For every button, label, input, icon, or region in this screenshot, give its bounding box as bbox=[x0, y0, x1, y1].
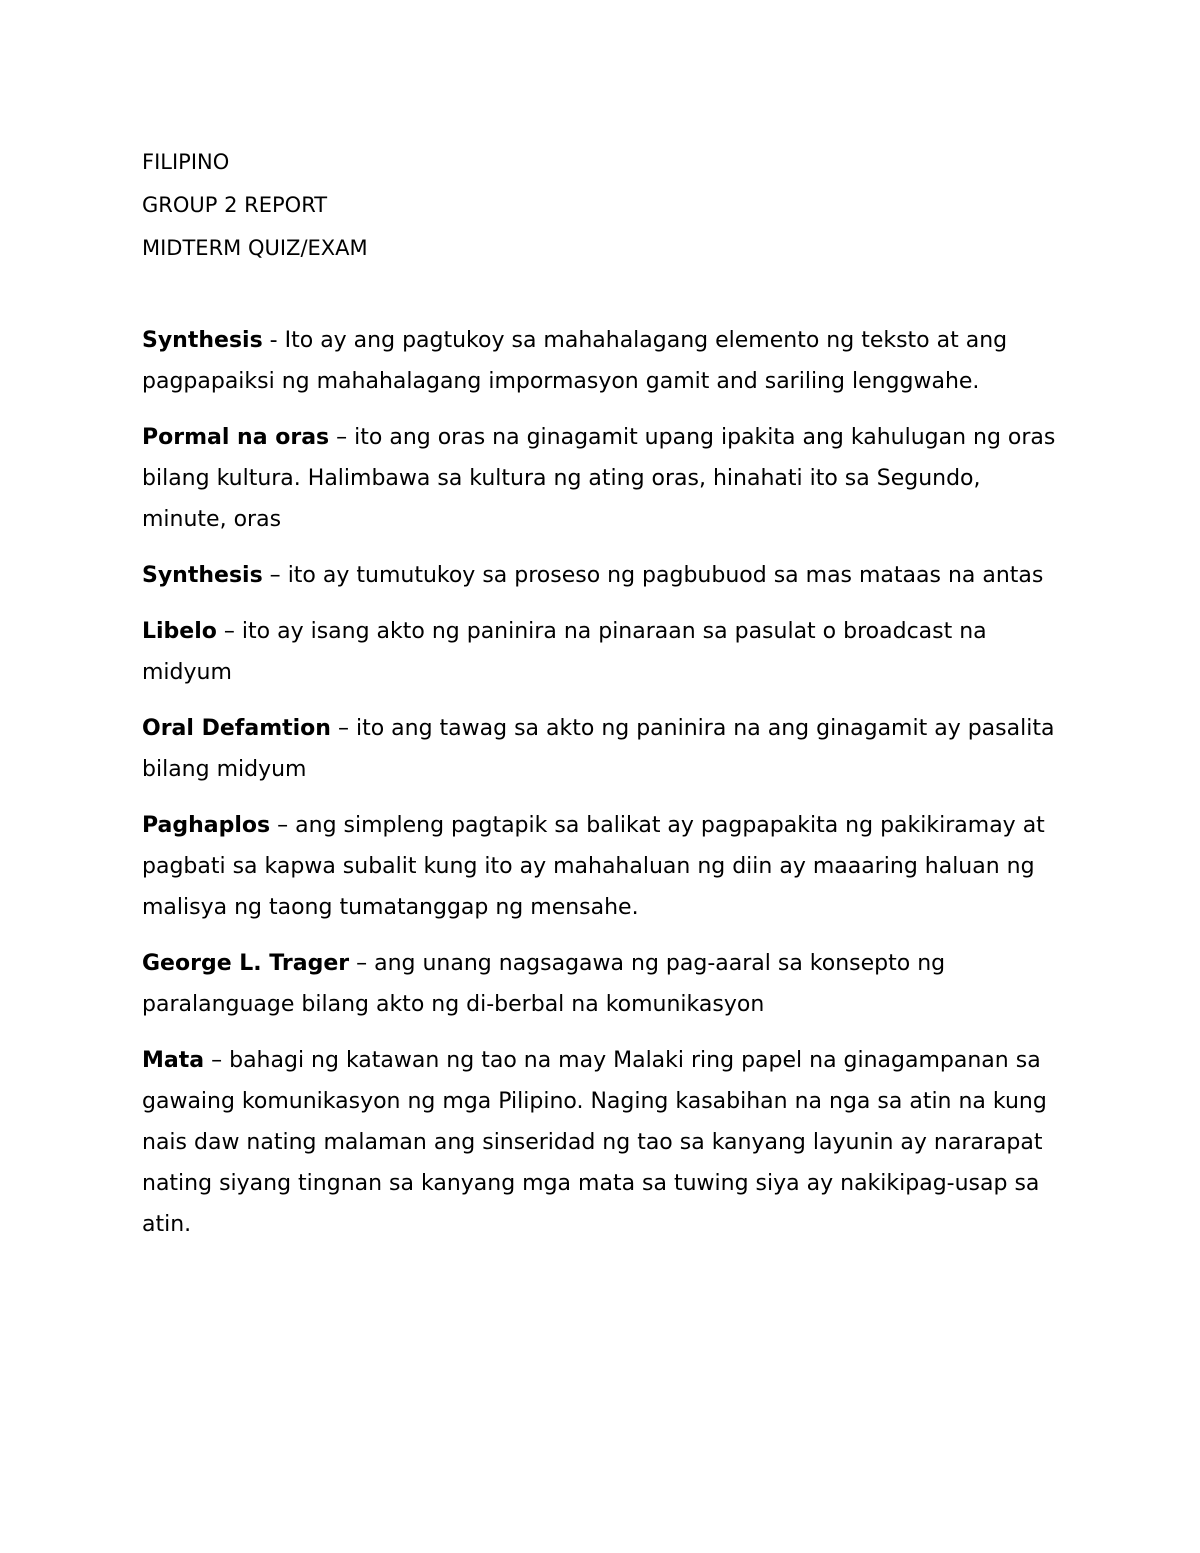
definition-separator: - bbox=[262, 328, 285, 353]
definition-text: ito ang tawag sa akto ng paninira na ang ginagamit ay pasalita bilang midyum bbox=[142, 716, 1055, 782]
definition-term: Pormal na oras bbox=[142, 425, 330, 450]
exam-heading: MIDTERM QUIZ/EXAM bbox=[142, 236, 368, 260]
definition-text: ang unang nagsagawa ng pag-aaral sa konsepto ng paralanguage bilang akto ng di-berbal na komunikasyon bbox=[142, 951, 946, 1017]
definition-separator: – bbox=[216, 619, 242, 644]
definition-text: ito ay isang akto ng paninira na pinaraan sa pasulat o broadcast na midyum bbox=[142, 619, 987, 685]
definition-entry bbox=[142, 943, 1062, 1025]
definition-list bbox=[142, 320, 1062, 1260]
definition-separator: – bbox=[270, 813, 296, 838]
definition-entry bbox=[142, 805, 1062, 928]
definition-separator: – bbox=[329, 425, 355, 450]
definition-term: Mata bbox=[142, 1048, 205, 1073]
definition-separator: – bbox=[330, 716, 356, 741]
definition-text: Ito ay ang pagtukoy sa mahahalagang elemento ng teksto at ang pagpapaiksi ng mahahalagang impormasyon gamit and sariling lenggwahe. bbox=[142, 328, 1008, 394]
group-heading: GROUP 2 REPORT bbox=[142, 193, 328, 217]
subject-heading: FILIPINO bbox=[142, 150, 230, 174]
definition-entry bbox=[142, 555, 1062, 596]
document-header bbox=[142, 141, 1062, 270]
definition-separator: – bbox=[349, 951, 375, 976]
definition-term: Oral Defamtion bbox=[142, 716, 331, 741]
definition-term: Synthesis bbox=[142, 563, 263, 588]
definition-term: Synthesis bbox=[142, 328, 263, 353]
definition-entry bbox=[142, 417, 1062, 540]
definition-entry bbox=[142, 1040, 1062, 1245]
definition-entry bbox=[142, 611, 1062, 693]
definition-entry bbox=[142, 320, 1062, 402]
definition-text: ito ay tumutukoy sa proseso ng pagbubuod sa mas mataas na antas bbox=[287, 563, 1044, 588]
definition-separator: – bbox=[204, 1048, 230, 1073]
definition-text: ito ang oras na ginagamit upang ipakita ang kahulugan ng oras bilang kultura. Halimbawa sa kultura ng ating oras, hinahati ito sa Segundo, minute, oras bbox=[142, 425, 1056, 532]
definition-entry bbox=[142, 708, 1062, 790]
definition-text: bahagi ng katawan ng tao na may Malaki ring papel na ginagampanan sa gawaing komunikasyon ng mga Pilipino. Naging kasabihan na nga sa atin na kung nais daw nating malaman ang sinseridad ng tao sa kanyang layunin ay nararapat nating siyang tingnan sa kanyang mga mata sa tuwing siya ay nakikipag-usap sa atin. bbox=[142, 1048, 1047, 1237]
definition-separator: – bbox=[262, 563, 288, 588]
definition-term: Libelo bbox=[142, 619, 217, 644]
definition-term: George L. Trager bbox=[142, 951, 350, 976]
definition-text: ang simpleng pagtapik sa balikat ay pagpapakita ng pakikiramay at pagbati sa kapwa subalit kung ito ay mahahaluan ng diin ay maaaring haluan ng malisya ng taong tumatanggap ng mensahe. bbox=[142, 813, 1045, 920]
definition-term: Paghaplos bbox=[142, 813, 271, 838]
